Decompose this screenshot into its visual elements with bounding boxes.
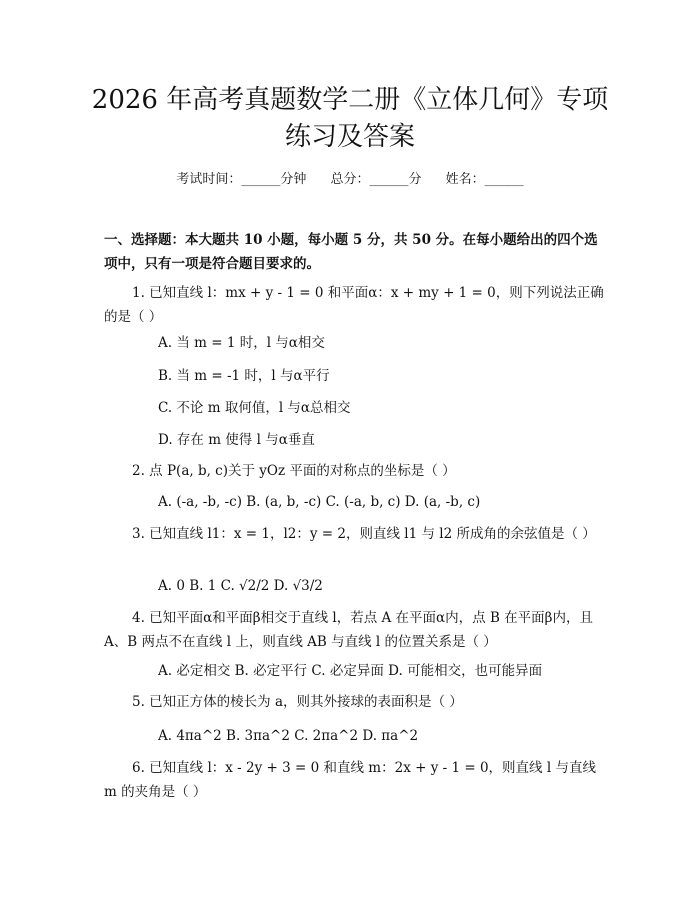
question-4: 4. 已知平面α和平面β相交于直线 l，若点 A 在平面α内，点 B 在平面β内，且 A、B 两点不在直线 l 上，则直线 AB 与直线 l 的位置关系是（ ） [104,610,593,650]
question-5-options: A. 4πa^2 B. 3πa^2 C. 2πa^2 D. πa^2 [158,728,419,744]
question-1-option-d: D. 存在 m 使得 l 与α垂直 [158,432,315,448]
question-1-option-c: C. 不论 m 取何值，l 与α总相交 [158,400,351,416]
question-6: 6. 已知直线 l：x - 2y + 3 = 0 和直线 m：2x + y - 1 = 0，则直线 l 与直线 m 的夹角是（ ） [104,760,596,800]
exam-score: 总分：______分 [330,172,422,187]
question-4-options: A. 必定相交 B. 必定平行 C. 必定异面 D. 可能相交，也可能异面 [158,663,543,679]
document-title-line1: 2026 年高考真题数学二册《立体几何》专项 [91,85,609,115]
exam-name: 姓名：______ [445,172,524,187]
question-1-option-b: B. 当 m = -1 时，l 与α平行 [158,368,330,384]
exam-meta [0,168,700,187]
question-3: 3. 已知直线 l1：x = 1，l2：y = 2，则直线 l1 与 l2 所成角的余弦值是（ ） [132,526,596,542]
exam-time: 考试时间：______分钟 [176,172,307,187]
document-title-line2: 练习及答案 [284,122,415,152]
question-1-option-a: A. 当 m = 1 时，l 与α相交 [158,335,325,351]
question-5: 5. 已知正方体的棱长为 a，则其外接球的表面积是（ ） [132,694,463,710]
section-heading: 一、选择题：本大题共 10 小题，每小题 5 分，共 50 分。在每小题给出的四个选项中，只有一项是符合题目要求的。 [104,232,598,272]
question-3-options: A. 0 B. 1 C. √2/2 D. √3/2 [158,578,323,594]
question-2-options: A. (-a, -b, -c) B. (a, b, -c) C. (-a, b, c) D. (a, -b, c) [158,494,481,510]
question-1: 1. 已知直线 l：mx + y - 1 = 0 和平面α：x + my + 1 = 0，则下列说法正确的是（ ） [104,285,604,325]
question-2: 2. 点 P(a, b, c)关于 yOz 平面的对称点的坐标是（ ） [132,463,456,479]
